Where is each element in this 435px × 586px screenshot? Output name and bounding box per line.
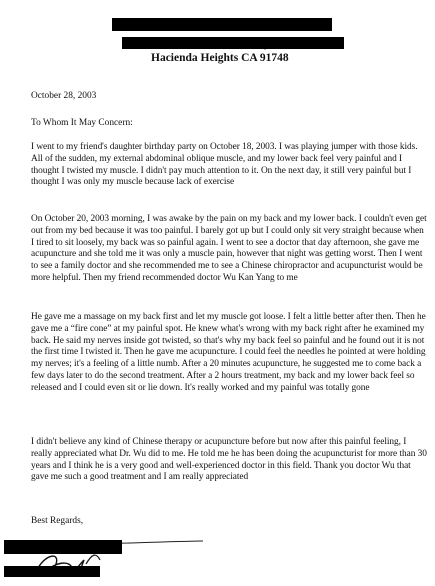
redaction-bar-street bbox=[122, 37, 344, 49]
redaction-bar-signer-detail bbox=[4, 566, 100, 577]
letter-paragraph: He gave me a massage on my back first and let my muscle got loose. I felt a little better after then. Then he gave me a “fire cone” at my painful spot. He knew what's wrong with my back right after he examined my back. He said my nerves inside got twisted, so that's why my back feel so painful and he found out it is not the first time I twisted it. Then he gave me acupuncture. I could feel the needles he pointed at were holding my nerves; it's a feeling of a little numb. After a 20 minutes acupuncture, he suggested me to come back a few days later to do the second treatment. After a 2 hours treatment, my back and my lower back feel so released and I could even sit or lie down. It's really worked and my painful was totally gone bbox=[31, 312, 426, 393]
letter-paragraph: I went to my friend's daughter birthday party on October 18, 2003. I was playing jumper with those kids. All of the sudden, my external abdominal oblique muscle, and my lower back feel very painful and I thought I twisted my muscle. I didn't pay much attention to it. On the next day, it still very painful but I thought I was only my muscle because lack of exercise bbox=[31, 142, 418, 188]
letter-salutation: To Whom It May Concern: bbox=[31, 118, 133, 128]
redaction-bar-sender-name bbox=[112, 18, 332, 31]
letterhead-city: Hacienda Heights CA 91748 bbox=[151, 52, 289, 64]
letter-paragraph: I didn't believe any kind of Chinese therapy or acupuncture before but now after this painful feeling, I really appreciated what Dr. Wu did to me. He told me he has been doing the acupuncturist for more than 30 years and I think he is a very good and well-experienced doctor in this field. Thank you doctor Wu that gave me such a good treatment and I am really appreciated bbox=[31, 437, 427, 483]
letter-paragraph: On October 20, 2003 morning, I was awake by the pain on my back and my lower back. I couldn't even get out from my bed because it was too painful. I barely got up but I could only sit very straight because when I tired to sit loosely, my back was so painful again. I went to see a doctor that day afternoon, she gave me acupuncture and she told me it was only a muscle pain, however that night was getting worst. Then I went to see a family doctor and she recommended me to see a Chinese chiropractor and acupuncturist would be more helpful. Then my friend recommended doctor Wu Kan Yang to me bbox=[31, 214, 427, 283]
redaction-bar-signer-name bbox=[4, 540, 122, 554]
letter-closing: Best Regards, bbox=[31, 516, 84, 526]
letter-date: October 28, 2003 bbox=[31, 91, 97, 101]
